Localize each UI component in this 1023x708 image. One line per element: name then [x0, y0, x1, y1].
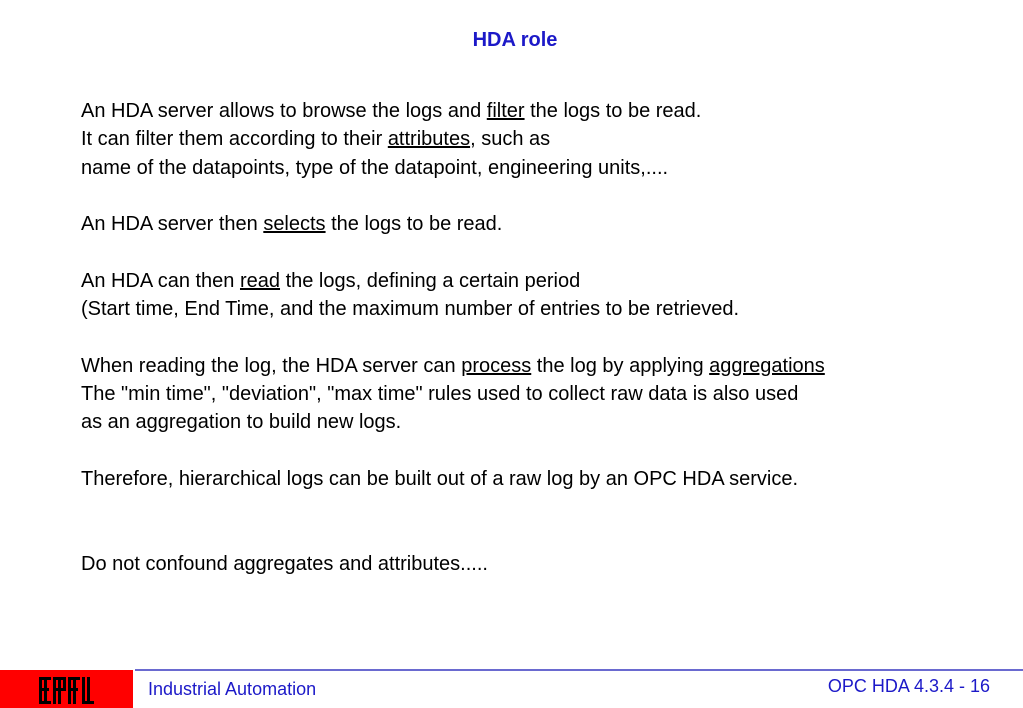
footer-course-label: Industrial Automation: [148, 679, 317, 699]
body-line: An HDA server then selects the logs to be read.: [81, 213, 503, 236]
body-line: The "min time", "deviation", "max time" rules used to collect raw data is also used: [81, 382, 799, 405]
final-note: Do not confound aggregates and attributes.....: [81, 552, 488, 575]
body-line: (Start time, End Time, and the maximum number of entries to be retrieved.: [81, 298, 740, 321]
footer-rule: [135, 669, 1023, 671]
body-line: It can filter them according to their attributes, such as: [81, 128, 551, 151]
epfl-logo: [0, 670, 133, 708]
body-line: When reading the log, the HDA server can process the log by applying aggregations: [81, 354, 825, 377]
slide-title: HDA role: [472, 29, 558, 51]
slide-body: [81, 97, 1001, 578]
epfl-logo-icon: [36, 674, 96, 706]
footer-page-label: OPC HDA 4.3.4 - 16: [827, 676, 990, 696]
body-line: An HDA server allows to browse the logs and filter the logs to be read.: [81, 100, 702, 122]
body-line: as an aggregation to build new logs.: [81, 411, 402, 434]
body-line: name of the datapoints, type of the datapoint, engineering units,....: [81, 156, 669, 179]
body-line: Therefore, hierarchical logs can be built out of a raw log by an OPC HDA service.: [81, 467, 799, 490]
body-line: An HDA can then read the logs, defining a certain period: [81, 269, 581, 292]
